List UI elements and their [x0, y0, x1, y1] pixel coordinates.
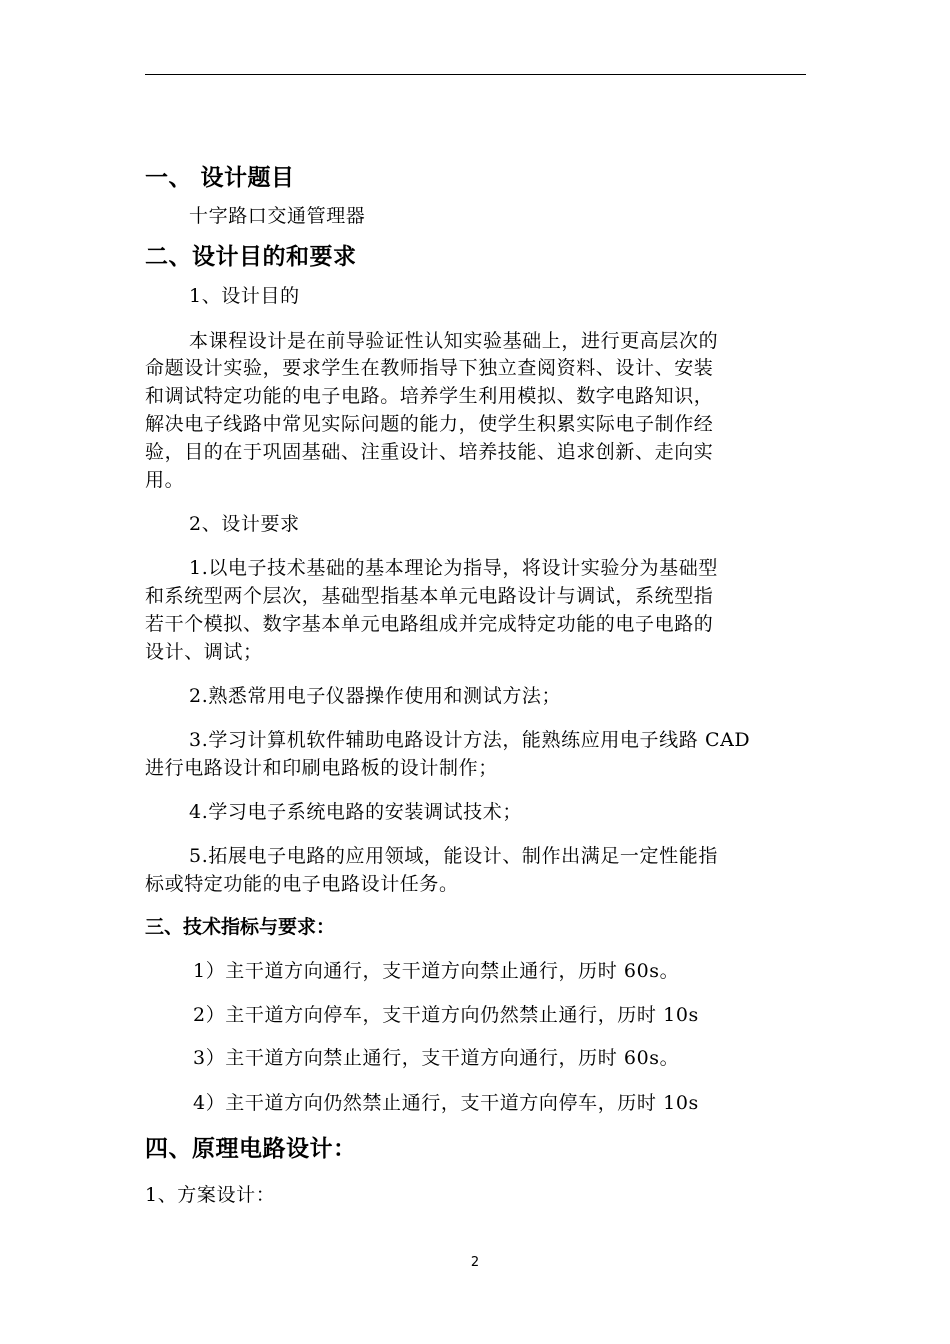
requirement-1-line: 1.以电子技术基础的基本理论为指导，将设计实验分为基础型: [189, 557, 718, 579]
requirement-3-line: 3.学习计算机软件辅助电路设计方法，能熟练应用电子线路 CAD: [189, 729, 751, 751]
purpose-line: 命题设计实验，要求学生在教师指导下独立查阅资料、设计、安装: [145, 357, 714, 379]
purpose-line: 解决电子线路中常见实际问题的能力，使学生积累实际电子制作经: [145, 413, 714, 435]
purpose-line: 和调试特定功能的电子电路。培养学生利用模拟、数字电路知识，: [145, 385, 714, 407]
requirement-5-line: 标或特定功能的电子电路设计任务。: [145, 873, 459, 895]
purpose-label: 1、设计目的: [189, 285, 300, 307]
header-rule: [145, 74, 806, 75]
requirement-1-line: 若干个模拟、数字基本单元电路组成并完成特定功能的电子电路的: [145, 613, 714, 635]
requirement-2: 2.熟悉常用电子仪器操作使用和测试方法；: [189, 685, 562, 707]
purpose-line: 用。: [145, 469, 185, 491]
requirement-3-line: 进行电路设计和印刷电路板的设计制作；: [145, 757, 498, 779]
design-topic: 十字路口交通管理器: [189, 205, 366, 227]
section-1-heading: 一、 设计题目: [145, 165, 295, 191]
requirement-1-line: 设计、调试；: [145, 641, 263, 663]
requirement-4: 4.学习电子系统电路的安装调试技术；: [189, 801, 522, 823]
purpose-line: 本课程设计是在前导验证性认知实验基础上，进行更高层次的: [189, 330, 719, 352]
spec-item: 3）主干道方向禁止通行，支干道方向通行，历时 60s。: [193, 1047, 680, 1069]
section-4-heading: 四、原理电路设计：: [145, 1136, 357, 1162]
purpose-line: 验，目的在于巩固基础、注重设计、培养技能、追求创新、走向实: [145, 441, 714, 463]
requirements-label: 2、设计要求: [189, 513, 300, 535]
section-3-heading: 三、技术指标与要求：: [145, 916, 336, 938]
scheme-label: 1、方案设计：: [145, 1184, 276, 1206]
section-2-heading: 二、设计目的和要求: [145, 244, 357, 270]
spec-item: 1）主干道方向通行，支干道方向禁止通行，历时 60s。: [193, 960, 680, 982]
requirement-5-line: 5.拓展电子电路的应用领域，能设计、制作出满足一定性能指: [189, 845, 718, 867]
requirement-1-line: 和系统型两个层次，基础型指基本单元电路设计与调试，系统型指: [145, 585, 714, 607]
spec-item: 4）主干道方向仍然禁止通行，支干道方向停车，历时 10s: [193, 1092, 699, 1114]
spec-item: 2）主干道方向停车，支干道方向仍然禁止通行，历时 10s: [193, 1004, 699, 1026]
page-number: 2: [470, 1255, 480, 1270]
